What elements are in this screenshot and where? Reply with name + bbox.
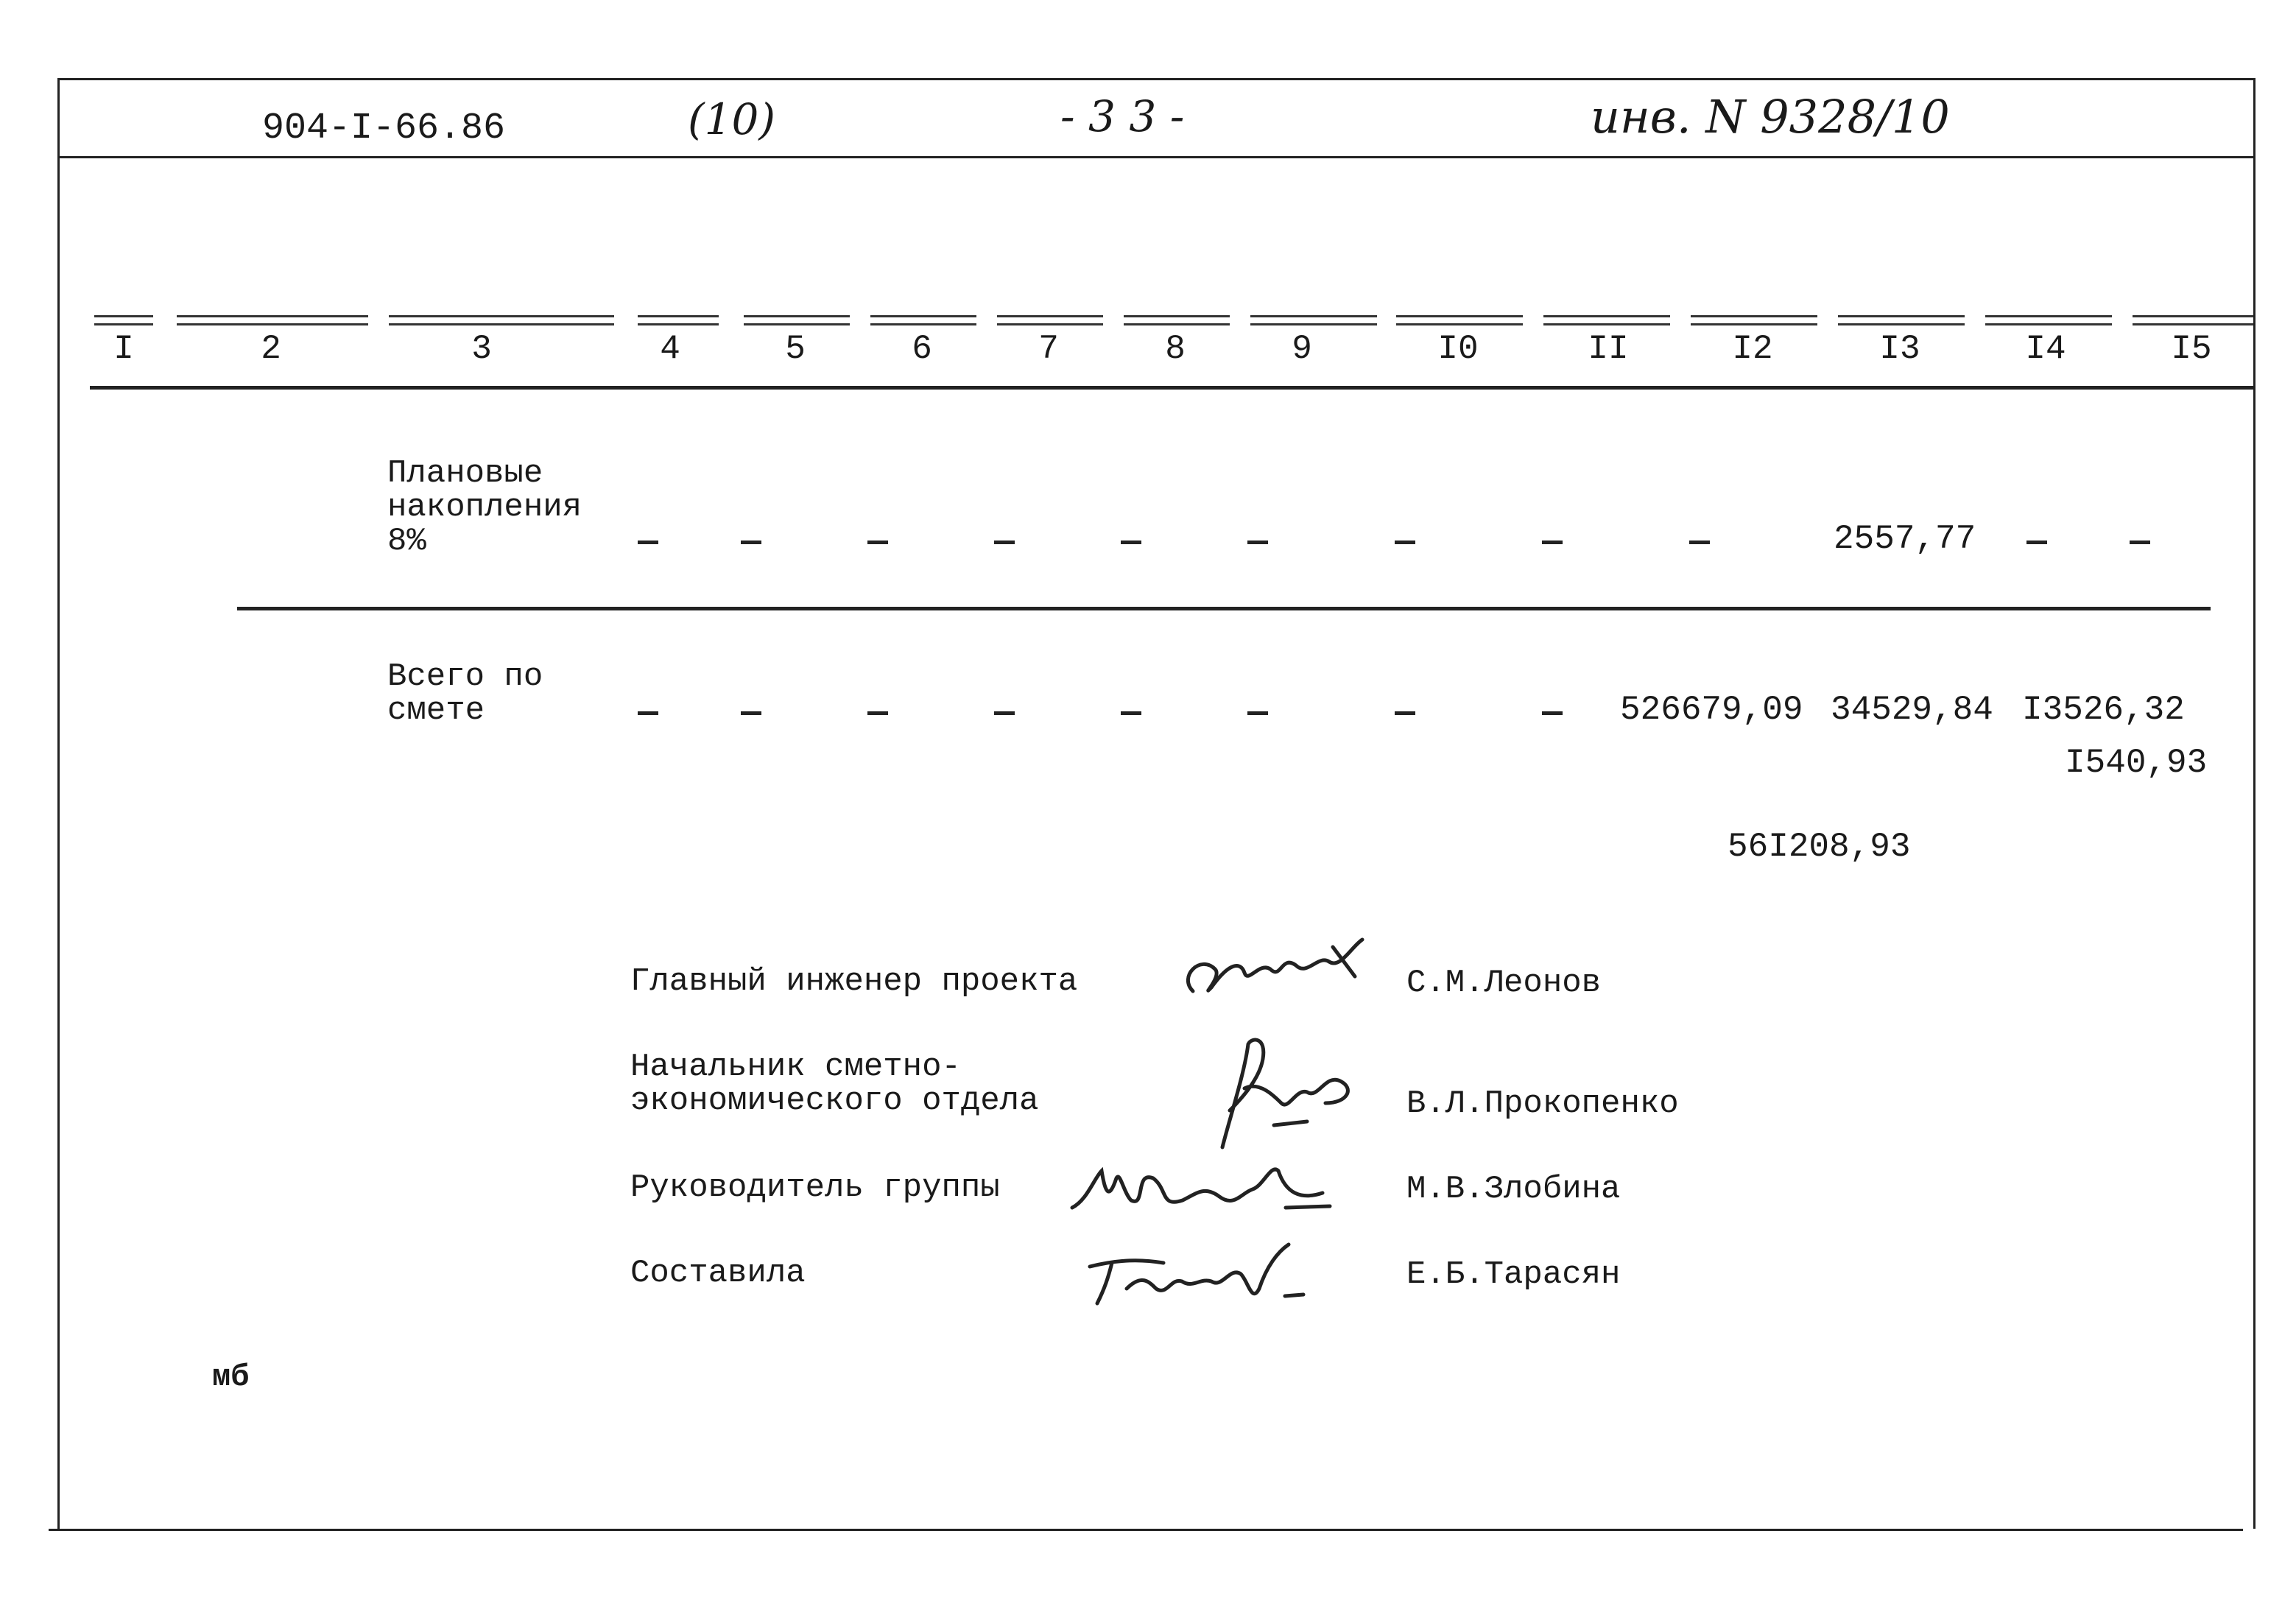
col-number: 5 [785, 330, 806, 368]
dash-cell [2130, 541, 2150, 544]
planned-savings-col13: 2557,77 [1834, 520, 1976, 558]
col-rule-3 [389, 315, 614, 325]
footer-mark: мб [212, 1359, 250, 1395]
header-divider [57, 156, 2255, 158]
dash-cell [1247, 711, 1268, 715]
col-rule-14 [1985, 315, 2112, 325]
dash-cell [1121, 541, 1141, 544]
col-number: II [1588, 330, 1629, 368]
dash-cell [994, 541, 1015, 544]
dash-cell [994, 711, 1015, 715]
col-rule-1 [94, 315, 153, 325]
row-label-planned-savings: Плановые накопления 8% [387, 455, 582, 560]
col-number: I [113, 330, 134, 368]
col-rule-6 [870, 315, 976, 325]
col-rule-8 [1124, 315, 1230, 325]
estimate-total-col14: I3526,32 [2022, 691, 2185, 729]
signature-mark-icon [1065, 1149, 1345, 1230]
col-rule-13 [1838, 315, 1965, 325]
col-number: 6 [912, 330, 932, 368]
col-number: 7 [1038, 330, 1059, 368]
signature-mark-icon [1178, 1029, 1370, 1162]
col-rule-9 [1250, 315, 1377, 325]
col-rule-10 [1396, 315, 1523, 325]
sheet-mark: (10) [688, 94, 776, 144]
signature-role: Составила [630, 1255, 806, 1292]
dash-cell [638, 711, 658, 715]
dash-cell [1689, 541, 1710, 544]
dash-cell [867, 541, 888, 544]
row-separator [237, 607, 2211, 610]
dash-cell [2026, 541, 2047, 544]
col-rule-2 [177, 315, 368, 325]
signature-role: Главный инженер проекта [630, 963, 1078, 1000]
dash-cell [638, 541, 658, 544]
col-rule-12 [1691, 315, 1817, 325]
signature-mark-icon [1082, 1237, 1325, 1318]
inventory-number: инв. N 9328/10 [1591, 90, 1950, 144]
col-number: 3 [471, 330, 492, 368]
signature-name: М.В.Злобина [1406, 1171, 1621, 1208]
dash-cell [1542, 711, 1563, 715]
col-number: 2 [261, 330, 281, 368]
col-number: I0 [1437, 330, 1479, 368]
col-rule-15 [2133, 315, 2253, 325]
col-number: I5 [2171, 330, 2212, 368]
col-number: I3 [1879, 330, 1920, 368]
col-number: I4 [2025, 330, 2066, 368]
page-number: - 3 3 - [1060, 91, 1185, 141]
col-number: 4 [660, 330, 680, 368]
estimate-total-extra: I540,93 [2065, 744, 2208, 782]
signature-name: Е.Б.Тарасян [1406, 1256, 1621, 1293]
row-label-estimate-total: Всего по смете [387, 658, 543, 729]
dash-cell [1395, 711, 1415, 715]
estimate-total-col12: 526679,09 [1620, 691, 1803, 729]
dash-cell [741, 711, 761, 715]
col-number: 8 [1165, 330, 1186, 368]
col-number: 9 [1292, 330, 1312, 368]
signature-mark-icon [1171, 932, 1384, 1021]
dash-cell [867, 711, 888, 715]
doc-code: 904-I-66.86 [262, 108, 506, 149]
estimate-total-col13: 34529,84 [1831, 691, 1993, 729]
dash-cell [741, 541, 761, 544]
col-rule-11 [1543, 315, 1670, 325]
col-number: I2 [1732, 330, 1773, 368]
dash-cell [1121, 711, 1141, 715]
dash-cell [1542, 541, 1563, 544]
col-rule-4 [638, 315, 719, 325]
dash-cell [1247, 541, 1268, 544]
sheet-frame-bottom [49, 1529, 2243, 1531]
grand-total: 56I208,93 [1728, 828, 1911, 866]
dash-cell [1395, 541, 1415, 544]
signature-name: С.М.Леонов [1406, 965, 1602, 1001]
signature-role: Руководитель группы [630, 1169, 1000, 1206]
signature-name: В.Л.Прокопенко [1406, 1085, 1679, 1122]
col-rule-7 [997, 315, 1103, 325]
col-rule-5 [744, 315, 850, 325]
signature-role: Начальник сметно- экономического отдела [630, 1049, 1039, 1119]
header-underline [90, 386, 2255, 390]
